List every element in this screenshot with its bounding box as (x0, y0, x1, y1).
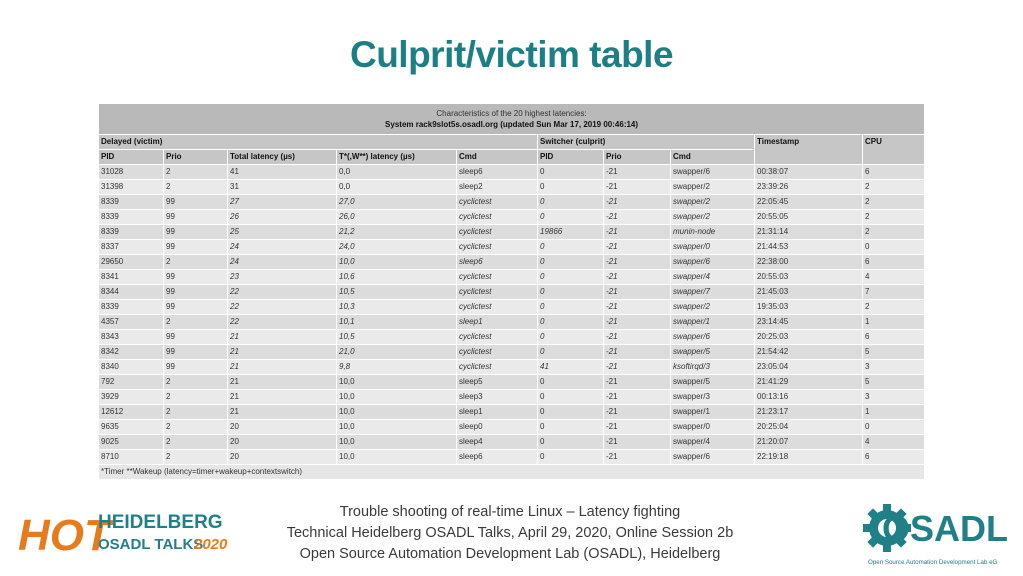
cell-culprit-prio: -21 (604, 405, 670, 419)
cell-timer-wakeup-latency: 10,0 (337, 405, 456, 419)
table-row (99, 360, 924, 374)
cell-total-latency: 21 (228, 345, 336, 359)
header-timestamp: Timestamp (755, 135, 862, 164)
cell-culprit-prio: -21 (604, 450, 670, 464)
table-row (99, 240, 924, 254)
cell-victim-cmd: cyclictest (457, 330, 537, 344)
cell-victim-cmd: cyclictest (457, 240, 537, 254)
group-header-row (99, 135, 924, 149)
cell-culprit-prio: -21 (604, 285, 670, 299)
table-caption-row (99, 104, 924, 134)
hot-logo-heidelberg: HEIDELBERG (98, 512, 223, 533)
cell-timer-wakeup-latency: 10,0 (337, 390, 456, 404)
cell-timer-wakeup-latency: 10,5 (337, 330, 456, 344)
cell-victim-prio: 99 (164, 225, 227, 239)
cell-culprit-pid: 19866 (538, 225, 603, 239)
cell-timestamp: 20:55:03 (755, 270, 862, 284)
cell-cpu: 4 (863, 270, 924, 284)
cell-culprit-cmd: swapper/6 (671, 330, 754, 344)
cell-victim-prio: 2 (164, 165, 227, 179)
cell-culprit-cmd: swapper/5 (671, 345, 754, 359)
cell-culprit-cmd: swapper/6 (671, 255, 754, 269)
cell-cpu: 1 (863, 315, 924, 329)
cell-culprit-cmd: swapper/2 (671, 210, 754, 224)
cell-timestamp: 21:20:07 (755, 435, 862, 449)
cell-culprit-prio: -21 (604, 345, 670, 359)
cell-victim-cmd: cyclictest (457, 270, 537, 284)
cell-culprit-prio: -21 (604, 240, 670, 254)
cell-culprit-prio: -21 (604, 195, 670, 209)
cell-timestamp: 21:44:53 (755, 240, 862, 254)
cell-timer-wakeup-latency: 0,0 (337, 180, 456, 194)
cell-victim-pid: 8340 (99, 360, 163, 374)
cell-victim-pid: 31028 (99, 165, 163, 179)
cell-timer-wakeup-latency: 9,8 (337, 360, 456, 374)
cell-timer-wakeup-latency: 10,0 (337, 255, 456, 269)
cell-culprit-prio: -21 (604, 375, 670, 389)
table-foot (99, 465, 924, 479)
table-footnote: *Timer **Wakeup (latency=timer+wakeup+contextswitch) (99, 465, 924, 479)
header-timer-wakeup-latency: T*(,W**) latency (µs) (337, 150, 456, 164)
cell-culprit-prio: -21 (604, 210, 670, 224)
cell-victim-pid: 9025 (99, 435, 163, 449)
cell-culprit-pid: 0 (538, 195, 603, 209)
cell-timestamp: 21:31:14 (755, 225, 862, 239)
cell-cpu: 2 (863, 225, 924, 239)
cell-timestamp: 22:05:45 (755, 195, 862, 209)
cell-culprit-pid: 0 (538, 285, 603, 299)
cell-culprit-pid: 0 (538, 210, 603, 224)
cell-culprit-prio: -21 (604, 330, 670, 344)
cell-total-latency: 31 (228, 180, 336, 194)
hot-logo-year: 2020 (194, 536, 228, 553)
cell-victim-cmd: sleep6 (457, 255, 537, 269)
table-row (99, 195, 924, 209)
cell-culprit-prio: -21 (604, 180, 670, 194)
cell-culprit-prio: -21 (604, 300, 670, 314)
cell-victim-cmd: sleep1 (457, 405, 537, 419)
cell-total-latency: 22 (228, 315, 336, 329)
cell-culprit-pid: 0 (538, 390, 603, 404)
cell-culprit-pid: 0 (538, 300, 603, 314)
cell-culprit-cmd: swapper/4 (671, 270, 754, 284)
cell-total-latency: 26 (228, 210, 336, 224)
cell-culprit-cmd: swapper/4 (671, 435, 754, 449)
cell-timestamp: 21:54:42 (755, 345, 862, 359)
cell-culprit-cmd: ksoftirqd/3 (671, 360, 754, 374)
table-row (99, 270, 924, 284)
cell-victim-pid: 8343 (99, 330, 163, 344)
cell-culprit-cmd: swapper/2 (671, 300, 754, 314)
cell-cpu: 3 (863, 360, 924, 374)
cell-victim-prio: 99 (164, 210, 227, 224)
table-row (99, 285, 924, 299)
cell-culprit-pid: 0 (538, 315, 603, 329)
cell-cpu: 6 (863, 165, 924, 179)
cell-timestamp: 19:35:03 (755, 300, 862, 314)
cell-total-latency: 20 (228, 450, 336, 464)
cell-timestamp: 20:25:04 (755, 420, 862, 434)
cell-culprit-pid: 0 (538, 165, 603, 179)
cell-culprit-pid: 0 (538, 255, 603, 269)
cell-victim-pid: 12612 (99, 405, 163, 419)
cell-culprit-prio: -21 (604, 255, 670, 269)
cell-victim-cmd: cyclictest (457, 195, 537, 209)
cell-victim-prio: 99 (164, 270, 227, 284)
cell-timestamp: 00:13:16 (755, 390, 862, 404)
cell-timer-wakeup-latency: 24,0 (337, 240, 456, 254)
cell-victim-cmd: sleep0 (457, 420, 537, 434)
cell-culprit-cmd: swapper/2 (671, 180, 754, 194)
cell-culprit-cmd: swapper/0 (671, 420, 754, 434)
footer-line-3: Open Source Automation Development Lab (OSADL), Heidelberg (299, 546, 721, 562)
cell-cpu: 0 (863, 240, 924, 254)
hot-logo-osadl-talks: OSADL TALKS (98, 536, 204, 553)
cell-total-latency: 24 (228, 240, 336, 254)
table-caption (99, 104, 924, 134)
cell-total-latency: 22 (228, 300, 336, 314)
table-row (99, 435, 924, 449)
cell-victim-prio: 2 (164, 255, 227, 269)
cell-victim-cmd: cyclictest (457, 360, 537, 374)
cell-cpu: 6 (863, 450, 924, 464)
header-victim-pid: PID (99, 150, 163, 164)
cell-total-latency: 27 (228, 195, 336, 209)
osadl-logo-subtitle: Open Source Automation Development Lab eG (868, 559, 998, 566)
cell-cpu: 2 (863, 180, 924, 194)
cell-victim-prio: 2 (164, 180, 227, 194)
cell-victim-prio: 2 (164, 405, 227, 419)
cell-total-latency: 20 (228, 435, 336, 449)
cell-timestamp: 23:14:45 (755, 315, 862, 329)
cell-culprit-pid: 0 (538, 330, 603, 344)
header-culprit-prio: Prio (604, 150, 670, 164)
cell-culprit-cmd: swapper/1 (671, 315, 754, 329)
cell-timestamp: 20:55:05 (755, 210, 862, 224)
table-row (99, 330, 924, 344)
cell-cpu: 5 (863, 345, 924, 359)
cell-culprit-prio: -21 (604, 165, 670, 179)
table-row (99, 315, 924, 329)
cell-total-latency: 20 (228, 420, 336, 434)
table-body (99, 104, 924, 164)
cell-total-latency: 21 (228, 375, 336, 389)
cell-timer-wakeup-latency: 10,0 (337, 450, 456, 464)
cell-victim-prio: 99 (164, 240, 227, 254)
cell-timestamp: 21:41:29 (755, 375, 862, 389)
cell-culprit-prio: -21 (604, 315, 670, 329)
cell-timer-wakeup-latency: 10,6 (337, 270, 456, 284)
caption-line-2: System rack9slot5s.osadl.org (updated Sun Mar 17, 2019 00:46:14) (385, 120, 639, 129)
cell-cpu: 2 (863, 210, 924, 224)
cell-victim-prio: 2 (164, 420, 227, 434)
table-row (99, 225, 924, 239)
osadl-logo (860, 496, 1010, 568)
cell-victim-prio: 2 (164, 315, 227, 329)
table-row (99, 210, 924, 224)
table-row (99, 165, 924, 179)
cell-victim-pid: 9635 (99, 420, 163, 434)
cell-victim-pid: 8339 (99, 210, 163, 224)
cell-culprit-prio: -21 (604, 390, 670, 404)
cell-victim-cmd: cyclictest (457, 210, 537, 224)
cell-timer-wakeup-latency: 0,0 (337, 165, 456, 179)
cell-victim-pid: 792 (99, 375, 163, 389)
cell-cpu: 2 (863, 195, 924, 209)
cell-victim-pid: 8344 (99, 285, 163, 299)
cell-culprit-prio: -21 (604, 435, 670, 449)
cell-culprit-prio: -21 (604, 225, 670, 239)
osadl-logo-text: OSADL (882, 508, 1008, 549)
group-switcher-culprit: Switcher (culprit) (538, 135, 754, 149)
cell-victim-pid: 8339 (99, 195, 163, 209)
cell-timer-wakeup-latency: 10,0 (337, 420, 456, 434)
cell-victim-pid: 29650 (99, 255, 163, 269)
cell-victim-pid: 3929 (99, 390, 163, 404)
cell-victim-pid: 8341 (99, 270, 163, 284)
cell-culprit-pid: 0 (538, 420, 603, 434)
cell-victim-pid: 4357 (99, 315, 163, 329)
cell-timer-wakeup-latency: 21,0 (337, 345, 456, 359)
cell-culprit-pid: 0 (538, 375, 603, 389)
header-cpu: CPU (863, 135, 924, 164)
cell-culprit-cmd: swapper/6 (671, 450, 754, 464)
cell-cpu: 6 (863, 330, 924, 344)
hot-heidelberg-logo (16, 508, 236, 558)
cell-timestamp: 00:38:07 (755, 165, 862, 179)
cell-cpu: 0 (863, 420, 924, 434)
cell-victim-prio: 2 (164, 435, 227, 449)
cell-victim-prio: 99 (164, 360, 227, 374)
cell-culprit-pid: 0 (538, 450, 603, 464)
cell-timer-wakeup-latency: 10,0 (337, 375, 456, 389)
header-culprit-pid: PID (538, 150, 603, 164)
slide-title: Culprit/victim table (349, 34, 674, 75)
cell-victim-prio: 2 (164, 375, 227, 389)
cell-culprit-cmd: swapper/5 (671, 375, 754, 389)
cell-timer-wakeup-latency: 10,5 (337, 285, 456, 299)
cell-culprit-prio: -21 (604, 420, 670, 434)
cell-victim-pid: 31398 (99, 180, 163, 194)
cell-total-latency: 21 (228, 390, 336, 404)
cell-timer-wakeup-latency: 10,3 (337, 300, 456, 314)
cell-cpu: 5 (863, 375, 924, 389)
cell-victim-prio: 99 (164, 285, 227, 299)
table-row (99, 405, 924, 419)
cell-culprit-cmd: munin-node (671, 225, 754, 239)
cell-victim-prio: 2 (164, 390, 227, 404)
slide-footer (260, 502, 760, 565)
cell-victim-cmd: sleep6 (457, 450, 537, 464)
cell-total-latency: 21 (228, 405, 336, 419)
cell-culprit-pid: 0 (538, 180, 603, 194)
cell-victim-prio: 99 (164, 330, 227, 344)
header-victim-prio: Prio (164, 150, 227, 164)
cell-total-latency: 41 (228, 165, 336, 179)
cell-cpu: 2 (863, 300, 924, 314)
cell-victim-pid: 8339 (99, 300, 163, 314)
table-row (99, 390, 924, 404)
cell-victim-prio: 2 (164, 450, 227, 464)
table-row (99, 450, 924, 464)
cell-total-latency: 21 (228, 330, 336, 344)
footer-line-2: Technical Heidelberg OSADL Talks, April 29, 2020, Online Session 2b (286, 525, 734, 541)
cell-victim-cmd: sleep3 (457, 390, 537, 404)
cell-culprit-pid: 0 (538, 405, 603, 419)
cell-culprit-cmd: swapper/6 (671, 165, 754, 179)
cell-timestamp: 23:05:04 (755, 360, 862, 374)
table-row (99, 345, 924, 359)
cell-cpu: 1 (863, 405, 924, 419)
footer-line-1: Trouble shooting of real-time Linux – Latency fighting (339, 504, 681, 520)
cell-victim-pid: 8710 (99, 450, 163, 464)
hot-logo-text: HOT (18, 511, 111, 558)
cell-timestamp: 22:19:18 (755, 450, 862, 464)
cell-victim-cmd: cyclictest (457, 225, 537, 239)
cell-culprit-cmd: swapper/0 (671, 240, 754, 254)
cell-total-latency: 22 (228, 285, 336, 299)
header-victim-cmd: Cmd (457, 150, 537, 164)
footnote-row (99, 465, 924, 479)
cell-victim-cmd: sleep6 (457, 165, 537, 179)
cell-victim-cmd: sleep1 (457, 315, 537, 329)
cell-victim-cmd: sleep4 (457, 435, 537, 449)
cell-timer-wakeup-latency: 26,0 (337, 210, 456, 224)
cell-culprit-cmd: swapper/1 (671, 405, 754, 419)
cell-victim-prio: 99 (164, 195, 227, 209)
cell-total-latency: 24 (228, 255, 336, 269)
cell-culprit-pid: 0 (538, 345, 603, 359)
cell-timestamp: 22:38:00 (755, 255, 862, 269)
cell-cpu: 4 (863, 435, 924, 449)
table-row (99, 375, 924, 389)
cell-culprit-pid: 0 (538, 435, 603, 449)
cell-culprit-pid: 41 (538, 360, 603, 374)
cell-victim-pid: 8339 (99, 225, 163, 239)
cell-timer-wakeup-latency: 10,0 (337, 435, 456, 449)
cell-culprit-pid: 0 (538, 270, 603, 284)
cell-victim-prio: 99 (164, 345, 227, 359)
cell-victim-cmd: cyclictest (457, 300, 537, 314)
cell-timer-wakeup-latency: 10,1 (337, 315, 456, 329)
cell-total-latency: 21 (228, 360, 336, 374)
cell-culprit-cmd: swapper/7 (671, 285, 754, 299)
caption-line-1: Characteristics of the 20 highest latencies: (436, 109, 587, 118)
culprit-victim-table (98, 103, 925, 480)
header-total-latency: Total latency (µs) (228, 150, 336, 164)
cell-culprit-prio: -21 (604, 360, 670, 374)
table-row (99, 255, 924, 269)
cell-victim-pid: 8337 (99, 240, 163, 254)
cell-timer-wakeup-latency: 27,0 (337, 195, 456, 209)
cell-timestamp: 23:39:26 (755, 180, 862, 194)
table-row (99, 420, 924, 434)
cell-timer-wakeup-latency: 21,2 (337, 225, 456, 239)
group-delayed-victim: Delayed (victim) (99, 135, 537, 149)
culprit-victim-table-container (98, 103, 924, 480)
cell-victim-pid: 8342 (99, 345, 163, 359)
cell-total-latency: 23 (228, 270, 336, 284)
cell-victim-prio: 99 (164, 300, 227, 314)
table-row (99, 300, 924, 314)
cell-timestamp: 21:45:03 (755, 285, 862, 299)
cell-culprit-prio: -21 (604, 270, 670, 284)
table-row (99, 180, 924, 194)
cell-culprit-cmd: swapper/3 (671, 390, 754, 404)
cell-culprit-pid: 0 (538, 240, 603, 254)
cell-cpu: 6 (863, 255, 924, 269)
cell-timestamp: 20:25:03 (755, 330, 862, 344)
table-data-rows (99, 165, 924, 464)
cell-victim-cmd: sleep5 (457, 375, 537, 389)
cell-cpu: 7 (863, 285, 924, 299)
cell-cpu: 3 (863, 390, 924, 404)
cell-timestamp: 21:23:17 (755, 405, 862, 419)
cell-victim-cmd: cyclictest (457, 285, 537, 299)
header-culprit-cmd: Cmd (671, 150, 754, 164)
cell-victim-cmd: cyclictest (457, 345, 537, 359)
cell-total-latency: 25 (228, 225, 336, 239)
cell-culprit-cmd: swapper/2 (671, 195, 754, 209)
cell-victim-cmd: sleep2 (457, 180, 537, 194)
